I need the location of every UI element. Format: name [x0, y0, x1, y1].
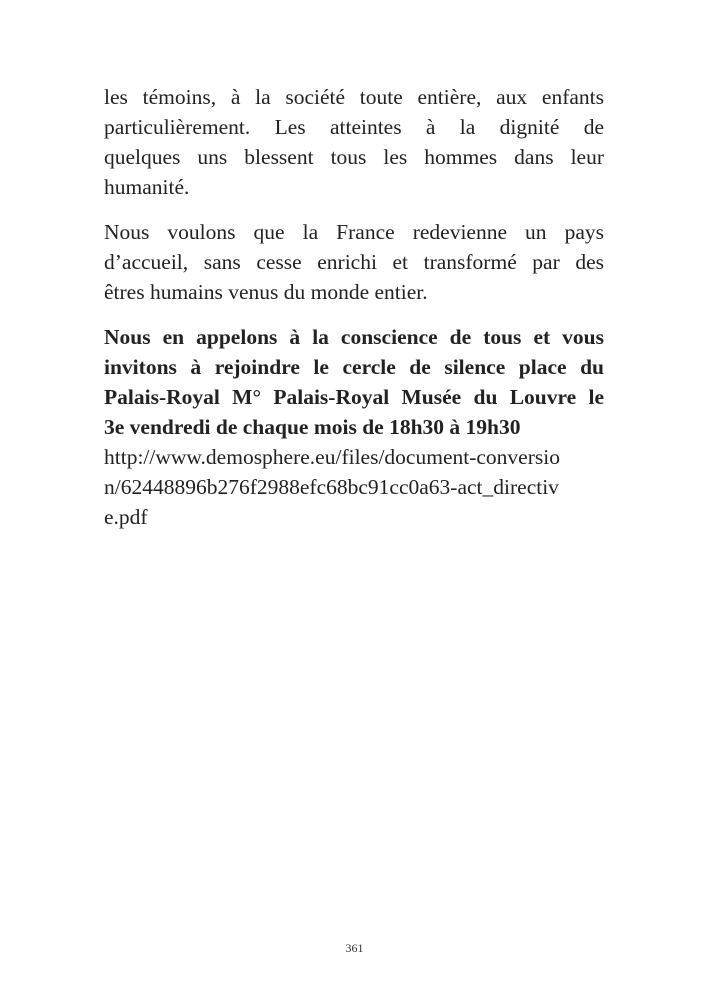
text-line: Nous en appelons à la conscience de tous et vous [104, 325, 604, 349]
text-line: humanité. [104, 175, 190, 199]
text-line: 3e vendredi de chaque mois de 18h30 à 19h30 [104, 415, 521, 439]
text-line: les témoins, à la société toute entière, aux enfants [104, 85, 604, 109]
text-line: quelques uns blessent tous les hommes dans leur [104, 145, 604, 169]
text-line: Palais-Royal M° Palais-Royal Musée du Louvre le [104, 385, 604, 409]
text-line: d’accueil, sans cesse enrichi et transformé par des [104, 250, 604, 274]
text-line: invitons à rejoindre le cercle de silence place du [104, 355, 604, 379]
paragraph-france [104, 217, 604, 307]
paragraph-dignity [104, 82, 604, 202]
source-url [104, 442, 604, 532]
text-line: êtres humains venus du monde entier. [104, 280, 428, 304]
paragraph-appeal [104, 322, 604, 442]
document-page [104, 82, 604, 532]
url-line: n/62448896b276f2988efc68bc91cc0a63-act_directiv [104, 475, 559, 499]
text-line: Nous voulons que la France redevienne un pays [104, 220, 604, 244]
page-number: 361 [345, 941, 364, 955]
url-line: http://www.demosphere.eu/files/document-conversio [104, 445, 560, 469]
url-line: e.pdf [104, 505, 148, 529]
text-line: particulièrement. Les atteintes à la dignité de [104, 115, 604, 139]
